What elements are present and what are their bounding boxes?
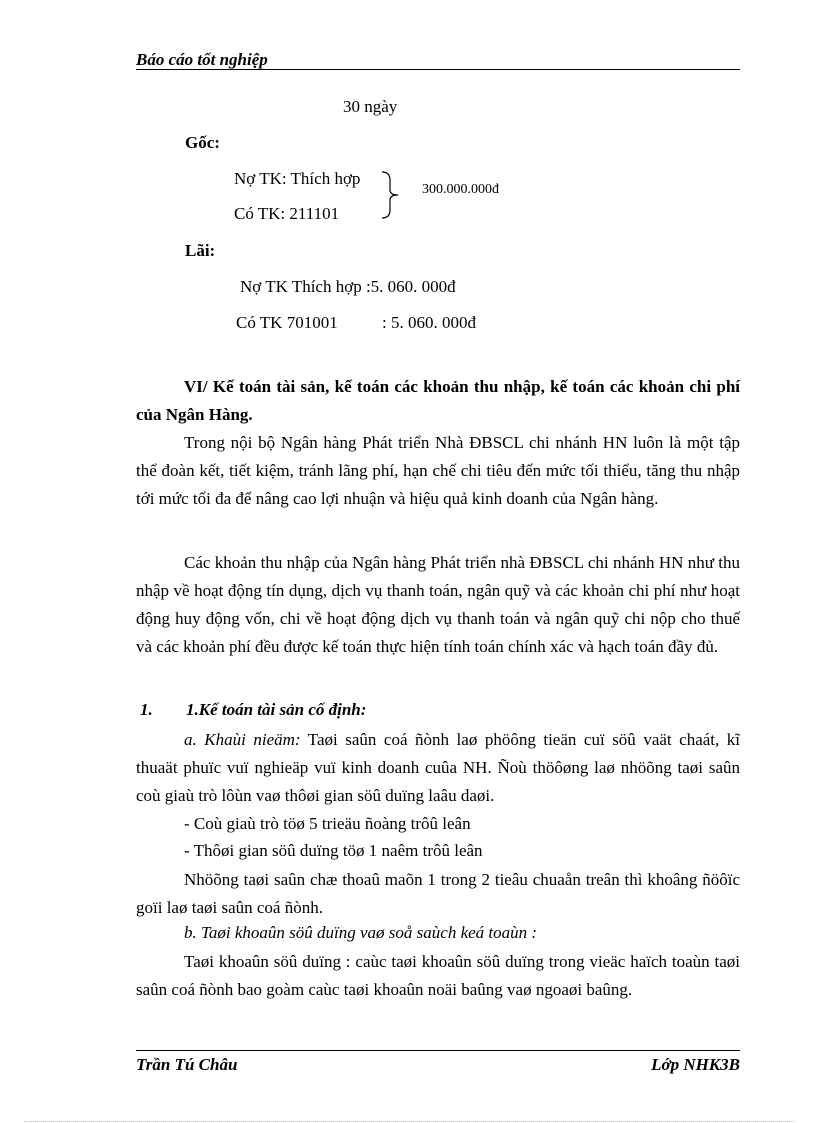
section-vi-paragraph-1: Trong nội bộ Ngân hàng Phát triển Nhà ĐBSCL chi nhánh HN luôn là một tập thể đoàn kết, tiết kiệm, tránh lãng phí, hạn chế chi tiêu đến mức tối thiểu, tăng thu nhập tới mức tối đa để nâng cao lợi nhuận và hiệu quả kinh doanh của Ngân hàng. — [136, 433, 740, 508]
criteria-bullet-1: - Coù giaù trò töø 5 trieäu ñoàng trôû leân — [184, 814, 471, 833]
accounts-subheading: b. Taøi khoaûn söû duïng vaø soå saùch keá toaùn : — [184, 923, 538, 942]
section-1-number: 1. — [140, 700, 153, 719]
footer-author: Trần Tú Châu — [136, 1055, 238, 1074]
criteria-note: Nhöõng taøi saûn chæ thoaû maõn 1 trong 2 tieâu chuaån treân thì khoâng ñöôïc goïi laø taøi saûn coá ñònh. — [136, 870, 740, 917]
lai-debit-line: Nợ TK Thích hợp :5. 060. 000đ — [240, 277, 456, 296]
page-header-title: Báo cáo tốt nghiệp — [136, 50, 740, 70]
section-vi-heading: VI/ Kế toán tài sản, kế toán các khoản thu nhập, kế toán các khoản chi phí của Ngân Hàng. — [136, 377, 740, 424]
goc-amount: 300.000.000đ — [422, 182, 499, 197]
lai-label: Lãi: — [185, 241, 216, 260]
curly-brace-icon — [380, 170, 402, 220]
goc-credit-line: Có TK: 211101 — [234, 204, 340, 223]
goc-debit-line: Nợ TK: Thích hợp — [234, 169, 361, 188]
section-vi-paragraph-2: Các khoản thu nhập của Ngân hàng Phát triển nhà ĐBSCL chi nhánh HN như thu nhập về hoạt động tín dụng, dịch vụ thanh toán, ngân quỹ và các khoản chi phí như hoạt động huy động vốn, chi về hoạt động dịch vụ thanh toán và ngân quỹ chi nộp cho thuế và các khoản phí đều được kế toán thực hiện tính toán chính xác và hạch toán đầy đủ. — [136, 553, 740, 656]
lai-credit-account: Có TK 701001 — [236, 313, 338, 332]
accounts-paragraph: Taøi khoaûn söû duïng : caùc taøi khoaûn söû duïng trong vieäc haïch toaùn taøi saûn coá ñònh bao goàm caùc taøi khoaûn noäi baûng vaø ngoaøi baûng. — [136, 952, 740, 999]
section-1-heading: 1.Kế toán tài sản cố định: — [186, 700, 367, 719]
days-text: 30 ngày — [343, 97, 398, 116]
footer-class: Lớp NHK3B — [651, 1055, 740, 1074]
definition-lead: a. Khaùi nieäm: — [184, 730, 301, 749]
lai-credit-amount: : 5. 060. 000đ — [382, 313, 476, 332]
page-bottom-divider — [24, 1121, 794, 1122]
definition-paragraph: a. Khaùi nieäm: Taøi saûn coá ñònh laø phöông tieän cuï söû vaät chaát, kĩ thuaät phuïc vuï nghieäp vuï kinh doanh cuûa NH. Ñoù thöôøng laø nhöõng taøi saûn coù giaù trò lôùn vaø thôøi gian söû duïng laâu daøi. — [136, 730, 740, 805]
goc-label: Gốc: — [185, 133, 220, 152]
footer-divider — [136, 1050, 740, 1051]
criteria-bullet-2: - Thôøi gian söû duïng töø 1 naêm trôû leân — [184, 841, 483, 860]
